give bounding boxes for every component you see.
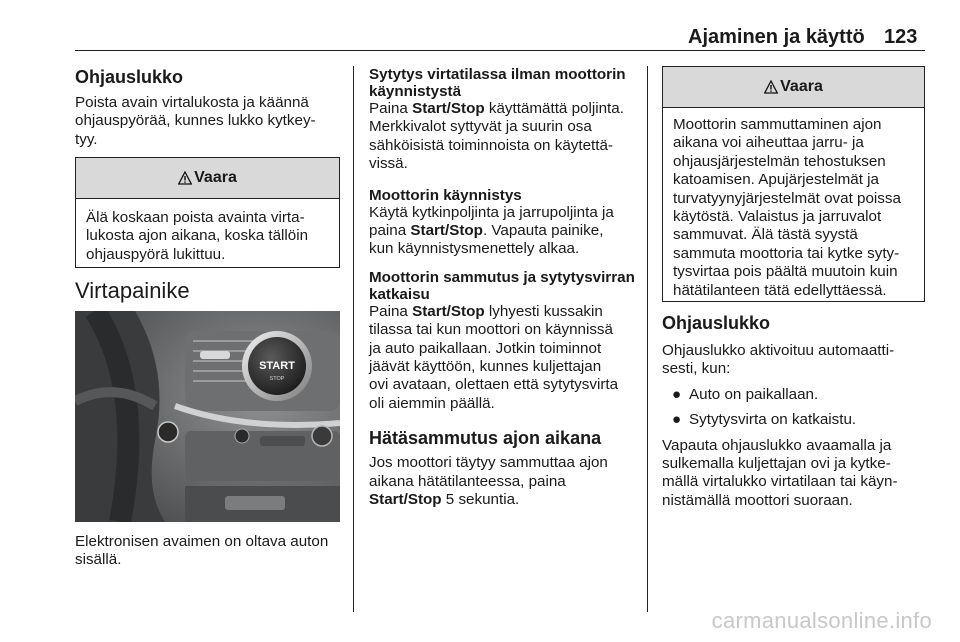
s3-line-6: oli aiemmin päällä. [369,394,495,412]
warning-line-7: sammuvat. Älä tästä syystä [673,226,858,244]
s2-heading: Moottorin käynnistys [369,186,522,204]
s3-line-3: ja auto paikallaan. Jotkin toiminnot [369,339,602,357]
bullet-item-2: ● Sytytysvirta on katkaistu. [672,411,857,429]
bullet-icon: ● [672,411,682,429]
bullet-item-1: ● Auto on paikallaan. [672,385,819,403]
s3-heading-2: katkaisu [369,285,430,303]
c3-outro-3: mällä virtalukko virtatilaan tai käyn- [662,473,898,491]
warning-line-6: käytöstä. Valaistus ja jarruvalot [673,208,882,226]
warning-line-1: Älä koskaan poista avainta virta- [86,209,305,226]
watermark: carmanualsonline.info [711,608,932,633]
warning-title-bar [663,67,924,108]
column-1 [75,66,343,149]
section-title: Virtapainike [75,278,190,303]
header-rule [75,50,925,51]
warning-triangle-icon [178,171,192,185]
warning-line-5: turvatyynyjärjestelmät ovat poissa [673,189,901,207]
warning-line-3: ohjausjärjestelmän tehostuksen [673,152,886,170]
column-divider-1 [353,66,354,612]
warning-line-4: katoamisen. Apujärjestelmät ja [673,171,879,189]
s2-line-2: paina Start/Stop. Vapauta painike, [369,222,604,240]
s1-heading-2: käynnistystä [369,83,462,100]
image-caption [75,533,355,570]
stop-button-label: STOP [269,376,285,382]
c3-intro-1: Ohjauslukko aktivoituu automaatti- [662,342,895,359]
steering-lock-heading: Ohjauslukko [75,67,184,87]
intro-line-3: tyy. [75,130,98,148]
s4-line-1: Jos moottori täytyy sammuttaa ajon [369,454,608,472]
steering-lock-heading-2: Ohjauslukko [662,313,771,333]
intro-line-2: ohjauspyörää, kunnes lukko kytkey- [75,112,316,130]
page-number: 123 [884,26,918,48]
warning-box-2 [662,66,925,302]
warning-line-1: Moottorin sammuttaminen ajon [673,116,882,133]
s3-line-2: tilassa tai kun moottori on käynnissä [369,321,613,339]
intro-line-1: Poista avain virtalukosta ja käännä [75,94,309,111]
warning-line-3: ohjauspyörä lukittuu. [86,245,226,263]
s3-heading-1: Moottorin sammutus ja sytytysvirran [369,268,635,286]
start-stop-keyword: Start/Stop [410,222,483,240]
c3-outro-4: nistämällä moottori suoraan. [662,491,853,509]
start-button-label: START [259,360,295,372]
caption-line-1: Elektronisen avaimen on oltava auton [75,533,329,550]
s1-line-2: Merkkivalot syttyvät ja suurin osa [369,118,592,136]
start-stop-keyword: Start/Stop [412,100,485,117]
s4-line-3: Start/Stop 5 sekuntia. [369,491,520,509]
warning-title: Vaara [194,169,237,186]
s2-line-1: Käytä kytkinpoljinta ja jarrupoljinta ja [369,203,614,221]
c3-outro-1: Vapauta ohjauslukko avaamalla ja [662,436,892,454]
s3-line-5: ovi avataan, olettaen että sytytysvirta [369,376,619,394]
s1-heading-1: Sytytys virtatilassa ilman moottorin [369,66,626,83]
warning-line-2: aikana voi aiheuttaa jarru- ja [673,134,864,152]
s1-line-3: sähköisistä toiminnoista on käytettä- [369,136,613,154]
warning-triangle-icon [764,80,778,94]
caption-line-2: sisällä. [75,551,122,569]
start-stop-keyword: Start/Stop [369,491,442,509]
s3-line-4: jäävät käyttöön, kunnes kuljettajan [369,358,602,376]
header-title: Ajaminen ja käyttö [688,26,865,48]
c3-outro-2: sulkemalla kuljettajan ovi ja kytke- [662,455,891,473]
warning-line-9: tysvirtaa pois päältä muutoin kuin [673,263,898,281]
bullet-icon: ● [672,385,682,403]
column-divider-2 [647,66,648,612]
s4-heading: Hätäsammutus ajon aikana [369,428,602,449]
column-2 [369,66,644,510]
warning-title: Vaara [780,78,823,95]
s1-line-4: vissä. [369,155,408,173]
c3-intro-2: sesti, kun: [662,360,731,378]
s3-line-1: Paina Start/Stop lyhyesti kussakin [369,302,603,320]
s4-line-2: aikana hätätilanteessa, paina [369,472,566,490]
warning-line-8: sammuta moottoria tai kytke syty- [673,244,900,262]
warning-line-2: lukosta ajon aikana, koska tällöin [86,227,309,245]
warning-box-1 [75,157,340,268]
start-stop-keyword: Start/Stop [412,302,485,320]
section-title-wrap [75,278,190,304]
s1-line-1: Paina Start/Stop käyttämättä poljinta. [369,100,624,117]
warning-line-10: hätätilanteen tätä edellyttäessä. [673,281,887,299]
column-3-text [662,312,925,510]
s2-line-3: kun käynnistysmenettely alkaa. [369,240,580,258]
start-stop-photo [75,311,340,522]
warning-title-bar [76,158,339,199]
